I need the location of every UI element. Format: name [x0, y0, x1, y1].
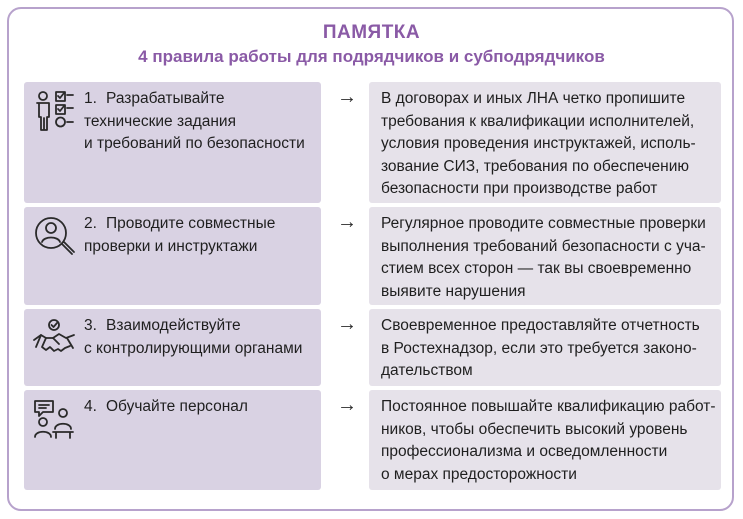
rule-title-line: с контролирующими органами — [84, 339, 303, 357]
arrow-icon: → — [337, 313, 357, 335]
rule-number: 2. — [84, 215, 97, 232]
rule-description — [381, 396, 716, 486]
description-line: Регулярное проводите совместные проверки — [381, 215, 706, 232]
rule-title — [84, 315, 320, 360]
user-magnifier-icon — [32, 214, 76, 258]
description-line: Своевременное предоставляйте отчетность — [381, 317, 700, 334]
description-line: ников, чтобы обеспечить высокий уровень — [381, 420, 688, 438]
description-line: стием всех сторон — так вы своевременно — [381, 260, 692, 277]
rule-description — [381, 88, 716, 201]
description-line: условия проведения инструктажей, исполь- — [381, 135, 696, 152]
rule-number: 1. — [84, 90, 97, 107]
rule-title-line: технические задания — [84, 112, 236, 130]
person-checklist-icon — [32, 89, 76, 133]
arrow-icon: → — [337, 394, 357, 416]
description-line: безопасности при производстве работ — [381, 180, 658, 197]
handshake-icon — [32, 316, 76, 360]
description-line: требования к квалификации исполнителей, — [381, 112, 695, 130]
rule-number: 3. — [84, 317, 97, 334]
description-line: выполнения требований безопасности с уча- — [381, 237, 706, 255]
memo-subtitle: 4 правила работы для подрядчиков и субподрядчиков — [138, 47, 605, 66]
memo-title: ПАМЯТКА — [322, 22, 421, 43]
rule-row-1 — [24, 82, 721, 203]
rule-row-2 — [24, 207, 721, 305]
rule-title-line: Проводите совместные — [106, 215, 276, 232]
description-line: профессионализма и осведомленности — [381, 443, 668, 460]
rule-title-line: Разрабатывайте — [106, 90, 225, 107]
description-line: в Ростехнадзор, если это требуется законо- — [381, 339, 697, 357]
rule-title-line: Взаимодействуйте — [106, 317, 241, 334]
description-line: Постоянное повышайте квалификацию работ- — [381, 398, 716, 415]
rule-row-3 — [24, 309, 721, 386]
description-line: В договорах и иных ЛНА четко пропишите — [381, 90, 686, 107]
description-line: зование СИЗ, требования по обеспечению — [381, 157, 690, 175]
description-line: о мерах предосторожности — [381, 465, 577, 483]
rule-title-line: и требований по безопасности — [84, 135, 305, 152]
arrow-icon: → — [337, 211, 357, 233]
rule-title — [84, 396, 320, 419]
training-meeting-icon — [32, 397, 76, 441]
arrow-icon: → — [337, 86, 357, 108]
description-line: дательством — [381, 362, 473, 379]
rule-description — [381, 315, 716, 383]
rule-number: 4. — [84, 398, 97, 415]
rule-title — [84, 213, 320, 258]
rule-description — [381, 213, 716, 303]
rule-title-line: Обучайте персонал — [106, 398, 248, 415]
description-line: выявите нарушения — [381, 282, 526, 300]
rule-row-4 — [24, 390, 721, 490]
rule-title — [84, 88, 320, 156]
rule-title-line: проверки и инструктажи — [84, 237, 258, 255]
